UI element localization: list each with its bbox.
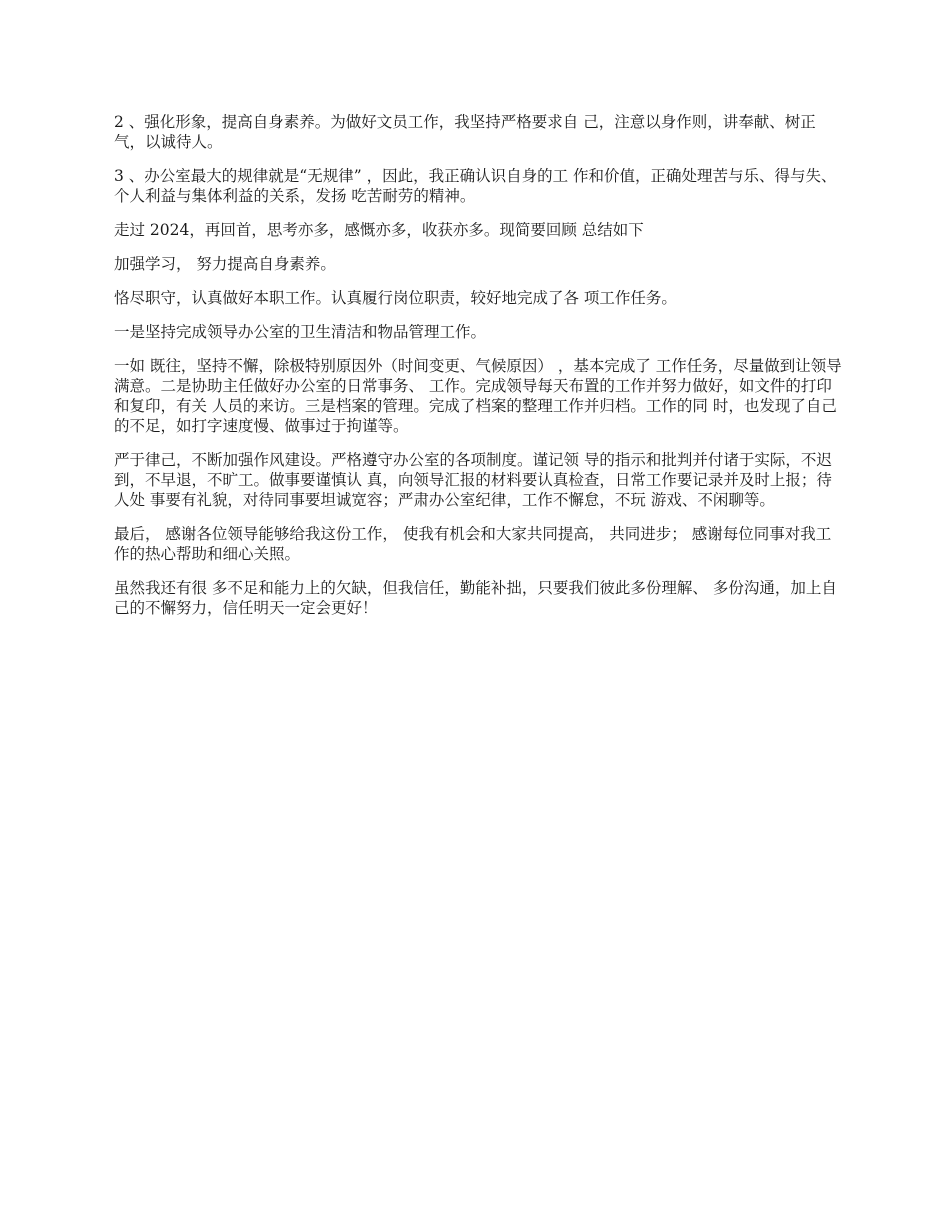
paragraph-self-discipline: 严于律己，不断加强作风建设。严格遵守办公室的各项制度。谨记领 导的指示和批判并付诸于实际，不迟到，不早退，不旷工。做事要谨慎认 真，向领导汇报的材料要认真检查，日常工作要记录并及时上报；待人处 事要有礼貌，对待同事要坦诚宽容；严肃办公室纪律，工作不懈怠，不玩 游戏、不闲聊等。 — [114, 451, 832, 509]
paragraph-year-review: 走过 2024，再回首，思考亦多，感慨亦多，收获亦多。现简要回顾 总结如下 — [114, 221, 644, 239]
paragraph-work-details: 一如 既往，坚持不懈，除极特别原因外（时间变更、气候原因） ，基本完成了 工作任务，尽量做到让领导满意。二是协助主任做好办公室的日常事务、 工作。完成领导每天布置的工作并努力做好，如文件的打印和复印，有关 人员的来访。三是档案的管理。完成了档案的整理工作并归档。工作的同 时，也发现了自己的不足，如打字速度慢、做事过于拘谨等。 — [114, 357, 842, 435]
paragraph-first-item: 一是坚持完成领导办公室的卫生清洁和物品管理工作。 — [114, 323, 487, 341]
paragraph-duties: 恪尽职守，认真做好本职工作。认真履行岗位职责，较好地完成了各 项工作任务。 — [114, 289, 677, 307]
document-body — [114, 112, 844, 632]
paragraph-strengthen-learning: 加强学习， 努力提高自身素养。 — [114, 255, 336, 273]
paragraph-closing: 虽然我还有很 多不足和能力上的欠缺，但我信任，勤能补拙，只要我们彼此多份理解、 多份沟通，加上自己的不懈努力，信任明天一定会更好！ — [114, 579, 837, 617]
paragraph-office-rules: 3 、办公室最大的规律就是“无规律” ，因此，我正确认识自身的工 作和价值，正确处理苦与乐、得与失、个人利益与集体利益的关系，发扬 吃苦耐劳的精神。 — [114, 167, 837, 205]
paragraph-strengthen-image: 2 、强化形象，提高自身素养。为做好文员工作，我坚持严格要求自 己，注意以身作则，讲奉献、树正气，以诚待人。 — [114, 113, 816, 151]
paragraph-thanks: 最后， 感谢各位领导能够给我这份工作， 使我有机会和大家共同提高， 共同进步； 感谢每位同事对我工作的热心帮助和细心关照。 — [114, 525, 832, 563]
